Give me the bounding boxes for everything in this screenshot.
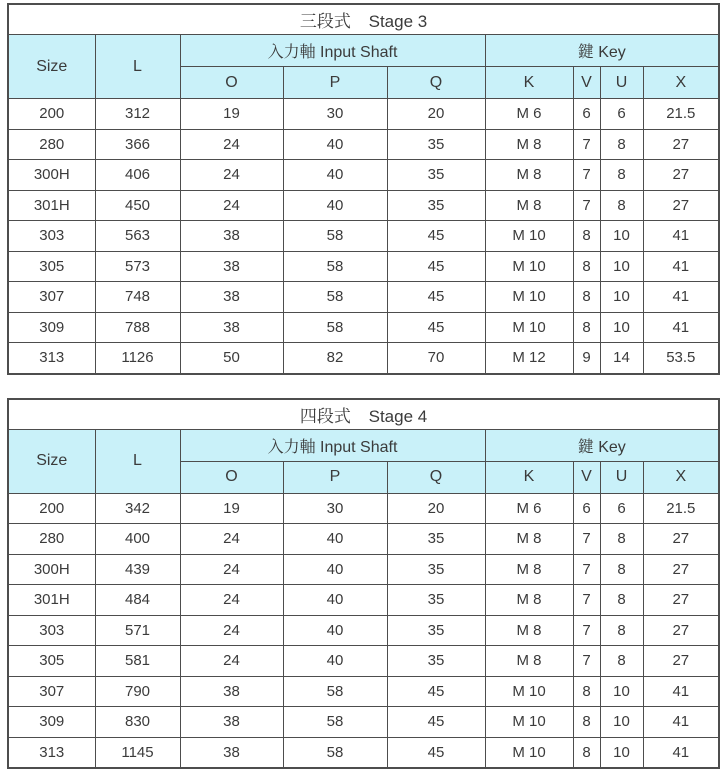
table-cell: 19 [180, 493, 283, 524]
table-cell: M 8 [485, 615, 573, 646]
table-cell: 10 [600, 676, 643, 707]
col-header-v: V [573, 461, 600, 493]
table-cell: 788 [95, 312, 180, 343]
table-cell: 7 [573, 554, 600, 585]
col-header-x: X [643, 67, 719, 99]
table-cell: 7 [573, 190, 600, 221]
table-cell: 8 [600, 646, 643, 677]
table-cell: 19 [180, 99, 283, 130]
table-cell: 38 [180, 312, 283, 343]
table-cell: 8 [573, 312, 600, 343]
col-header-q: Q [387, 461, 485, 493]
table-title [8, 399, 719, 430]
table-cell: 58 [283, 737, 387, 768]
table-cell: 8 [600, 554, 643, 585]
table-cell: 20 [387, 493, 485, 524]
table-cell: 40 [283, 585, 387, 616]
table-row [8, 221, 719, 252]
table-cell: 573 [95, 251, 180, 282]
table-cell: 27 [643, 190, 719, 221]
table-cell: 7 [573, 160, 600, 191]
table-cell: 40 [283, 554, 387, 585]
table-row [8, 312, 719, 343]
table-cell: M 10 [485, 707, 573, 738]
table-row [8, 190, 719, 221]
table-cell: 313 [8, 343, 95, 374]
table-cell: 280 [8, 129, 95, 160]
table-cell: M 8 [485, 554, 573, 585]
table-cell: 301H [8, 190, 95, 221]
table-cell: 6 [573, 99, 600, 130]
group-header-input-shaft: 入力軸 Input Shaft [180, 35, 485, 67]
group-header-key: 鍵 Key [485, 429, 719, 461]
table-cell: M 8 [485, 524, 573, 555]
table-cell: 41 [643, 221, 719, 252]
table-cell: 300H [8, 160, 95, 191]
header-group-row [8, 35, 719, 67]
table-cell: M 12 [485, 343, 573, 374]
table-cell: 301H [8, 585, 95, 616]
table-cell: 8 [573, 282, 600, 313]
table-cell: 27 [643, 129, 719, 160]
table-cell: 38 [180, 737, 283, 768]
col-header-k: K [485, 67, 573, 99]
table-cell: 24 [180, 190, 283, 221]
col-header-size: Size [8, 35, 95, 99]
table-cell: 748 [95, 282, 180, 313]
header-group-row [8, 429, 719, 461]
table-cell: 58 [283, 221, 387, 252]
table-cell: 24 [180, 615, 283, 646]
table-row [8, 99, 719, 130]
table-cell: 305 [8, 646, 95, 677]
table-cell: 8 [600, 160, 643, 191]
table-cell: 24 [180, 585, 283, 616]
table-cell: 406 [95, 160, 180, 191]
table-cell: 10 [600, 737, 643, 768]
table-cell: M 8 [485, 190, 573, 221]
table-cell: 27 [643, 585, 719, 616]
table-cell: 14 [600, 343, 643, 374]
table-cell: 38 [180, 251, 283, 282]
table-row [8, 707, 719, 738]
table-cell: 10 [600, 251, 643, 282]
table-cell: M 10 [485, 221, 573, 252]
table-cell: 21.5 [643, 99, 719, 130]
table-cell: 300H [8, 554, 95, 585]
table-cell: M 8 [485, 585, 573, 616]
table-cell: 41 [643, 282, 719, 313]
table-cell: 7 [573, 129, 600, 160]
table-cell: 38 [180, 282, 283, 313]
table-cell: 1126 [95, 343, 180, 374]
table-cell: 8 [600, 585, 643, 616]
table-cell: 41 [643, 676, 719, 707]
table-cell: 58 [283, 676, 387, 707]
table-cell: M 6 [485, 493, 573, 524]
table-title [8, 4, 719, 35]
table-cell: 280 [8, 524, 95, 555]
table-cell: M 10 [485, 251, 573, 282]
table-cell: 307 [8, 676, 95, 707]
table-cell: 24 [180, 160, 283, 191]
table-cell: 45 [387, 221, 485, 252]
table-cell: 45 [387, 737, 485, 768]
col-header-l: L [95, 429, 180, 493]
table-cell: 27 [643, 646, 719, 677]
table-cell: M 6 [485, 99, 573, 130]
table-cell: 35 [387, 554, 485, 585]
table-cell: 35 [387, 160, 485, 191]
table-cell: 1145 [95, 737, 180, 768]
table-cell: 450 [95, 190, 180, 221]
table-cell: 35 [387, 524, 485, 555]
table-row [8, 585, 719, 616]
table-cell: 27 [643, 524, 719, 555]
col-header-v: V [573, 67, 600, 99]
table-cell: 366 [95, 129, 180, 160]
table-cell: 40 [283, 646, 387, 677]
table-cell: 58 [283, 312, 387, 343]
table-cell: 38 [180, 707, 283, 738]
table-cell: 571 [95, 615, 180, 646]
table-cell: 6 [600, 99, 643, 130]
table-cell: M 10 [485, 737, 573, 768]
table-cell: M 8 [485, 129, 573, 160]
table-title-en: Stage 4 [368, 406, 428, 426]
table-cell: 82 [283, 343, 387, 374]
table-cell: 45 [387, 251, 485, 282]
table-cell: 309 [8, 312, 95, 343]
table-cell: 20 [387, 99, 485, 130]
stage4-table-body [8, 493, 719, 768]
table-cell: 58 [283, 282, 387, 313]
table-cell: 24 [180, 129, 283, 160]
table-cell: 10 [600, 282, 643, 313]
table-cell: 200 [8, 99, 95, 130]
table-cell: 303 [8, 221, 95, 252]
table-cell: 7 [573, 615, 600, 646]
table-cell: M 10 [485, 676, 573, 707]
table-cell: 790 [95, 676, 180, 707]
group-header-input-shaft: 入力軸 Input Shaft [180, 429, 485, 461]
table-cell: 35 [387, 646, 485, 677]
table-cell: 8 [600, 190, 643, 221]
table-cell: 40 [283, 524, 387, 555]
table-cell: 27 [643, 160, 719, 191]
group-header-key: 鍵 Key [485, 35, 719, 67]
table-cell: 40 [283, 615, 387, 646]
table-cell: 24 [180, 524, 283, 555]
table-cell: 8 [573, 737, 600, 768]
table-cell: 40 [283, 160, 387, 191]
table-cell: 8 [600, 524, 643, 555]
table-cell: 40 [283, 190, 387, 221]
table-cell: 38 [180, 221, 283, 252]
table-row [8, 493, 719, 524]
table-row [8, 615, 719, 646]
table-cell: 563 [95, 221, 180, 252]
table-cell: 200 [8, 493, 95, 524]
stage4-table [7, 398, 720, 770]
table-title-zh: 四段式 [299, 406, 351, 426]
table-cell: 303 [8, 615, 95, 646]
table-cell: 8 [600, 129, 643, 160]
table-cell: 27 [643, 554, 719, 585]
table-cell: 41 [643, 737, 719, 768]
table-title-en: Stage 3 [368, 12, 428, 31]
table-cell: M 8 [485, 160, 573, 191]
table-cell: 400 [95, 524, 180, 555]
table-cell: 30 [283, 99, 387, 130]
table-cell: 6 [573, 493, 600, 524]
col-header-u: U [600, 461, 643, 493]
table-cell: 312 [95, 99, 180, 130]
table-cell: 27 [643, 615, 719, 646]
table-cell: 439 [95, 554, 180, 585]
table-title-zh: 三段式 [299, 12, 351, 31]
stage3-table [7, 3, 720, 375]
table-cell: 8 [573, 707, 600, 738]
table-cell: 70 [387, 343, 485, 374]
table-cell: M 8 [485, 646, 573, 677]
table-cell: 35 [387, 129, 485, 160]
table-row [8, 343, 719, 374]
table-cell: M 10 [485, 312, 573, 343]
table-cell: 8 [573, 221, 600, 252]
col-header-q: Q [387, 67, 485, 99]
table-cell: 10 [600, 707, 643, 738]
table-row [8, 737, 719, 768]
table-cell: 830 [95, 707, 180, 738]
table-cell: 24 [180, 646, 283, 677]
col-header-u: U [600, 67, 643, 99]
table-cell: 40 [283, 129, 387, 160]
table-cell: 309 [8, 707, 95, 738]
table-cell: 8 [573, 676, 600, 707]
table-row [8, 676, 719, 707]
col-header-p: P [283, 461, 387, 493]
table-cell: 342 [95, 493, 180, 524]
table-cell: 21.5 [643, 493, 719, 524]
col-header-x: X [643, 461, 719, 493]
table-cell: 45 [387, 707, 485, 738]
table-row [8, 251, 719, 282]
col-header-size: Size [8, 429, 95, 493]
table-cell: 41 [643, 251, 719, 282]
table-cell: 10 [600, 312, 643, 343]
table-cell: 313 [8, 737, 95, 768]
table-cell: 10 [600, 221, 643, 252]
table-cell: 41 [643, 312, 719, 343]
table-cell: 7 [573, 646, 600, 677]
table-cell: 307 [8, 282, 95, 313]
stage3-table-body [8, 99, 719, 374]
table-row [8, 282, 719, 313]
table-cell: 53.5 [643, 343, 719, 374]
table-cell: 45 [387, 312, 485, 343]
table-cell: 6 [600, 493, 643, 524]
table-cell: 38 [180, 676, 283, 707]
col-header-o: O [180, 461, 283, 493]
table-cell: 8 [600, 615, 643, 646]
table-cell: 30 [283, 493, 387, 524]
table-row [8, 160, 719, 191]
col-header-k: K [485, 461, 573, 493]
table-cell: 58 [283, 251, 387, 282]
table-cell: 35 [387, 615, 485, 646]
table-cell: 35 [387, 585, 485, 616]
table-cell: 41 [643, 707, 719, 738]
table-cell: 24 [180, 554, 283, 585]
table-row [8, 524, 719, 555]
col-header-o: O [180, 67, 283, 99]
col-header-p: P [283, 67, 387, 99]
table-cell: 35 [387, 190, 485, 221]
table-cell: 581 [95, 646, 180, 677]
table-row [8, 646, 719, 677]
table-cell: 9 [573, 343, 600, 374]
table-cell: 7 [573, 524, 600, 555]
table-cell: 7 [573, 585, 600, 616]
table-row [8, 554, 719, 585]
table-title-row [8, 399, 719, 430]
table-cell: 305 [8, 251, 95, 282]
table-cell: 8 [573, 251, 600, 282]
table-cell: M 10 [485, 282, 573, 313]
table-cell: 45 [387, 282, 485, 313]
table-cell: 58 [283, 707, 387, 738]
table-cell: 484 [95, 585, 180, 616]
col-header-l: L [95, 35, 180, 99]
table-title-row [8, 4, 719, 35]
table-cell: 50 [180, 343, 283, 374]
table-cell: 45 [387, 676, 485, 707]
table-row [8, 129, 719, 160]
